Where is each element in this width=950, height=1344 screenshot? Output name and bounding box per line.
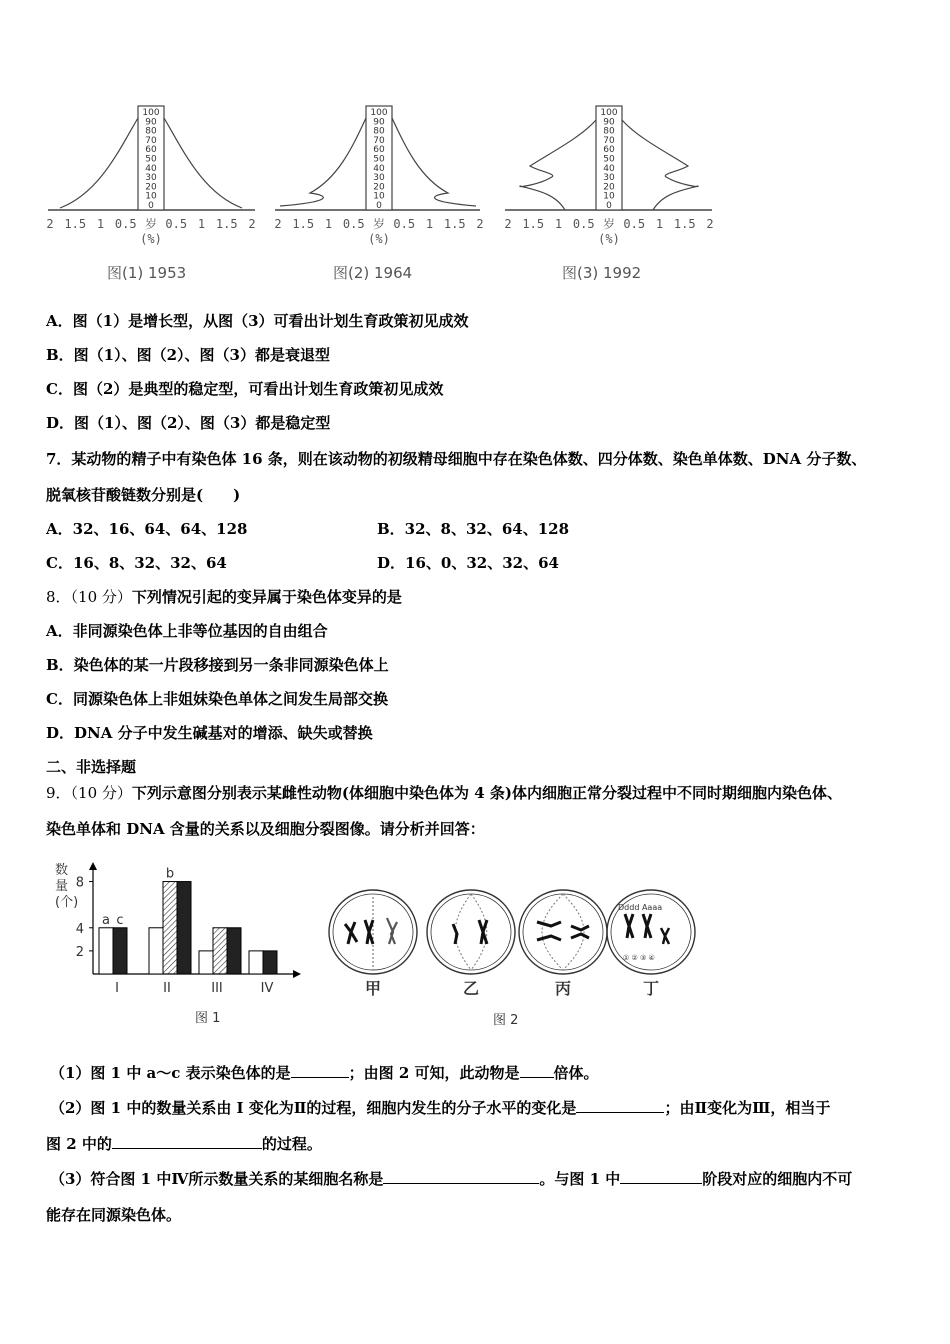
pyramid-1-tick-0: 2 bbox=[46, 217, 54, 231]
q9-stem-line1 bbox=[46, 784, 842, 802]
pyramid-2-age-30: 30 bbox=[373, 173, 385, 184]
fig1-ylabel-2: 量 bbox=[55, 879, 69, 894]
pyramid-caption-2: 图(2) 1964 bbox=[333, 264, 413, 282]
pyramid-1-tick-8: 2 bbox=[248, 217, 256, 231]
q7-option-b: B．32、8、32、64、128 bbox=[377, 520, 570, 538]
pyramid-2-tick-5: 0.5 bbox=[393, 217, 416, 231]
fig2-cell-label-1: 乙 bbox=[462, 979, 480, 998]
q9-sub1-blank-1[interactable] bbox=[291, 1063, 349, 1078]
fig1-bar-II-a bbox=[149, 928, 163, 974]
population-pyramids bbox=[40, 98, 730, 248]
q9-sub3-text-a: （3）符合图 1 中Ⅳ所示数量关系的某细胞名称是 bbox=[50, 1170, 384, 1188]
pyramid-1-tick-7: 1.5 bbox=[215, 217, 238, 231]
pyramid-1-tick-5: 0.5 bbox=[165, 217, 188, 231]
fig1-xlabel-II: II bbox=[163, 981, 171, 996]
pyramid-3-tick-3: 0.5 bbox=[572, 217, 595, 231]
fig1-ylabel-3: (个) bbox=[55, 895, 79, 910]
pyramid-3-age-30: 30 bbox=[603, 173, 615, 184]
fig1-series-label-c: c bbox=[116, 912, 124, 928]
pyramid-2-tick-2: 1 bbox=[324, 217, 333, 231]
pyramid-3-tick-5: 0.5 bbox=[623, 217, 646, 231]
q9-sub3-line2: 能存在同源染色体。 bbox=[46, 1206, 182, 1224]
pyramid-2-tick-8: 2 bbox=[476, 217, 484, 231]
q9-sub3-text-b: 。与图 1 中 bbox=[539, 1170, 621, 1188]
q6-option-a: A．图（1）是增长型，从图（3）可看出计划生育政策初见成效 bbox=[46, 312, 469, 330]
pyramid-1-age-20: 20 bbox=[145, 182, 157, 193]
fig2-cell-label-3: 丁 bbox=[642, 979, 660, 998]
q9-sub2-text-b: ；由Ⅱ变化为Ⅲ，相当于 bbox=[664, 1099, 831, 1117]
q9-sub2-blank-1[interactable] bbox=[576, 1098, 664, 1113]
q9-sub2-text-a: （2）图 1 中的数量关系由 I 变化为Ⅱ的过程，细胞内发生的分子水平的变化是 bbox=[50, 1099, 577, 1117]
q9-sub1-text-b: ；由图 2 可知，此动物是 bbox=[348, 1064, 520, 1082]
pyramid-2-age-70: 70 bbox=[373, 135, 385, 146]
cell-bing bbox=[519, 890, 607, 974]
pyramid-1-age-100: 100 bbox=[142, 108, 160, 118]
fig1-bar-I-c bbox=[113, 928, 127, 974]
pyramid-2-age-50: 50 bbox=[373, 154, 385, 165]
cell-yi bbox=[427, 890, 515, 974]
cell-jia bbox=[329, 890, 417, 974]
pyramid-caption-3: 图(3) 1992 bbox=[562, 264, 642, 282]
fig1-bar-III-b bbox=[213, 928, 227, 974]
pyramid-1-age-90: 90 bbox=[145, 117, 157, 128]
pyramid-2-age-10: 10 bbox=[373, 191, 385, 202]
pyramid-3-age-10: 10 bbox=[603, 191, 615, 202]
fig2-cell-label-0: 甲 bbox=[364, 979, 382, 998]
pyramid-2-age-100: 100 bbox=[370, 108, 388, 118]
q9-sub2-line2 bbox=[46, 1134, 322, 1153]
fig2-caption: 图 2 bbox=[493, 1013, 519, 1028]
ding-genes: Dddd Aaaa bbox=[618, 903, 663, 912]
pyramid-3-tick-2: 1 bbox=[554, 217, 563, 231]
q7-stem-line1: 7．某动物的精子中有染色体 16 条，则在该动物的初级精母细胞中存在染色体数、四分体数、染色单体数、DNA 分子数、 bbox=[46, 450, 867, 468]
pyramid-3-age-100: 100 bbox=[600, 108, 618, 118]
q8-number: 8． bbox=[46, 588, 71, 606]
q9-stem-text: 下列示意图分别表示某雌性动物(体细胞中染色体为 4 条)体内细胞正常分裂过程中不同时期细胞内染色体、 bbox=[131, 784, 842, 802]
pyramid-3-tick-7: 1.5 bbox=[673, 217, 696, 231]
q9-score: （10 分） bbox=[70, 784, 132, 802]
q9-sub3-blank-1[interactable] bbox=[383, 1169, 539, 1184]
q6-option-c: C．图（2）是典型的稳定型，可看出计划生育政策初见成效 bbox=[46, 380, 444, 398]
fig1-bar-I-a bbox=[99, 928, 113, 974]
q9-sub3-blank-2[interactable] bbox=[620, 1169, 702, 1184]
q9-sub2-text-c: 图 2 中的 bbox=[46, 1135, 112, 1153]
q9-stem-line2: 染色单体和 DNA 含量的关系以及细胞分裂图像。请分析并回答： bbox=[46, 820, 485, 838]
q6-option-b: B．图（1）、图（2）、图（3）都是衰退型 bbox=[46, 346, 330, 364]
q7-stem-line2: 脱氧核苷酸链数分别是( ) bbox=[46, 486, 241, 504]
fig1-ylabel-1: 数 bbox=[55, 863, 69, 878]
pyramid-1-tick-6: 1 bbox=[197, 217, 206, 231]
q8-stem-text: 下列情况引起的变异属于染色体变异的是 bbox=[131, 588, 402, 606]
pyramid-3-tick-1: 1.5 bbox=[522, 217, 545, 231]
fig1-bar-IV-a bbox=[249, 951, 263, 974]
pyramid-2-unit: (%) bbox=[368, 232, 390, 246]
q8-option-b: B．染色体的某一片段移接到另一条非同源染色体上 bbox=[46, 656, 389, 674]
pyramid-3-unit: (%) bbox=[598, 232, 620, 246]
pyramid-2-tick-3: 0.5 bbox=[342, 217, 365, 231]
pyramid-1-age-50: 50 bbox=[145, 154, 157, 165]
pyramid-3-age-0: 0 bbox=[606, 201, 612, 211]
pyramid-2-age-20: 20 bbox=[373, 182, 385, 193]
pyramid-2-age-40: 40 bbox=[373, 163, 385, 174]
pyramid-2-tick-7: 1.5 bbox=[443, 217, 466, 231]
pyramid-3-age-60: 60 bbox=[603, 145, 615, 156]
q7-option-c: C．16、8、32、32、64 bbox=[46, 554, 227, 572]
q9-number: 9． bbox=[46, 784, 71, 802]
pyramid-1-tick-4: 岁 bbox=[144, 217, 158, 231]
q6-option-d: D．图（1）、图（2）、图（3）都是稳定型 bbox=[46, 414, 331, 432]
fig1-ytick-label-4: 4 bbox=[75, 921, 84, 937]
fig1-caption: 图 1 bbox=[195, 1011, 221, 1026]
section-heading: 二、非选择题 bbox=[46, 758, 137, 776]
q8-option-c: C．同源染色体上非姐妹染色单体之间发生局部交换 bbox=[46, 690, 388, 708]
pyramid-2-age-0: 0 bbox=[376, 201, 382, 211]
pyramid-caption-1: 图(1) 1953 bbox=[107, 264, 187, 282]
pyramid-3-age-80: 80 bbox=[603, 126, 615, 137]
q9-sub2-line1 bbox=[50, 1098, 830, 1117]
fig1-xlabel-III: III bbox=[211, 981, 223, 996]
q9-sub1 bbox=[50, 1063, 599, 1082]
pyramid-1-age-80: 80 bbox=[145, 126, 157, 137]
fig1-bar-III-a bbox=[199, 951, 213, 974]
fig1-y-arrow bbox=[89, 862, 97, 870]
ding-marks: ① ② ③ ④ bbox=[623, 954, 655, 962]
q9-sub1-text-a: （1）图 1 中 a～c 表示染色体的是 bbox=[50, 1064, 291, 1082]
fig1-ytick-label-2: 2 bbox=[75, 944, 84, 960]
pyramid-1-unit: (%) bbox=[140, 232, 162, 246]
q7-option-d: D．16、0、32、32、64 bbox=[377, 554, 559, 572]
q9-sub3-text-c: 阶段对应的细胞内不可 bbox=[702, 1170, 853, 1188]
q8-score: （10 分） bbox=[70, 588, 132, 606]
pyramid-3-age-50: 50 bbox=[603, 154, 615, 165]
pyramid-1-age-0: 0 bbox=[148, 201, 154, 211]
fig1-bar-III-c bbox=[227, 928, 241, 974]
pyramid-1-tick-3: 0.5 bbox=[114, 217, 137, 231]
fig1-xlabel-IV: IV bbox=[260, 981, 274, 996]
figure-1-bar-chart bbox=[55, 860, 305, 1030]
pyramid-3-tick-8: 2 bbox=[706, 217, 714, 231]
pyramid-2-tick-0: 2 bbox=[274, 217, 282, 231]
pyramid-2-tick-1: 1.5 bbox=[292, 217, 315, 231]
fig2-cell-label-2: 丙 bbox=[554, 979, 572, 998]
pyramid-3-age-90: 90 bbox=[603, 117, 615, 128]
pyramid-3-tick-6: 1 bbox=[655, 217, 664, 231]
q8-option-a: A．非同源染色体上非等位基因的自由组合 bbox=[46, 622, 328, 640]
fig1-x-arrow bbox=[293, 970, 301, 978]
pyramid-2-age-80: 80 bbox=[373, 126, 385, 137]
fig1-bar-II-c bbox=[177, 882, 191, 974]
pyramid-2-tick-6: 1 bbox=[425, 217, 434, 231]
cell-ding bbox=[607, 890, 695, 974]
q8-option-d: D．DNA 分子中发生碱基对的增添、缺失或替换 bbox=[46, 724, 373, 742]
pyramid-1-tick-1: 1.5 bbox=[64, 217, 87, 231]
fig1-series-label-a: a bbox=[102, 912, 110, 928]
q7-option-a: A．32、16、64、64、128 bbox=[46, 520, 248, 538]
pyramid-3-tick-0: 2 bbox=[504, 217, 512, 231]
q9-sub1-blank-2[interactable] bbox=[520, 1063, 554, 1078]
pyramid-1-age-40: 40 bbox=[145, 163, 157, 174]
fig1-series-label-b: b bbox=[165, 866, 175, 882]
q9-sub1-text-c: 倍体。 bbox=[553, 1064, 599, 1082]
pyramid-1-age-30: 30 bbox=[145, 173, 157, 184]
pyramid-3-age-40: 40 bbox=[603, 163, 615, 174]
pyramid-1-age-10: 10 bbox=[145, 191, 157, 202]
q9-sub2-blank-2[interactable] bbox=[112, 1134, 262, 1149]
q9-sub3-line1 bbox=[50, 1169, 852, 1188]
pyramid-3-age-70: 70 bbox=[603, 135, 615, 146]
pyramid-1-age-70: 70 bbox=[145, 135, 157, 146]
figure-2-cells bbox=[325, 882, 700, 1032]
fig1-ytick-label-8: 8 bbox=[75, 875, 84, 891]
fig1-bar-IV-c bbox=[263, 951, 277, 974]
pyramid-1-age-60: 60 bbox=[145, 145, 157, 156]
pyramid-2-age-60: 60 bbox=[373, 145, 385, 156]
pyramid-1-tick-2: 1 bbox=[96, 217, 105, 231]
pyramid-3-tick-4: 岁 bbox=[602, 217, 616, 231]
pyramid-3-age-20: 20 bbox=[603, 182, 615, 193]
q8-stem bbox=[46, 588, 402, 606]
fig1-xlabel-I: I bbox=[115, 981, 119, 996]
pyramid-2-age-90: 90 bbox=[373, 117, 385, 128]
q9-sub2-text-d: 的过程。 bbox=[261, 1135, 322, 1153]
pyramid-2-tick-4: 岁 bbox=[372, 217, 386, 231]
fig1-bar-II-b bbox=[163, 882, 177, 974]
